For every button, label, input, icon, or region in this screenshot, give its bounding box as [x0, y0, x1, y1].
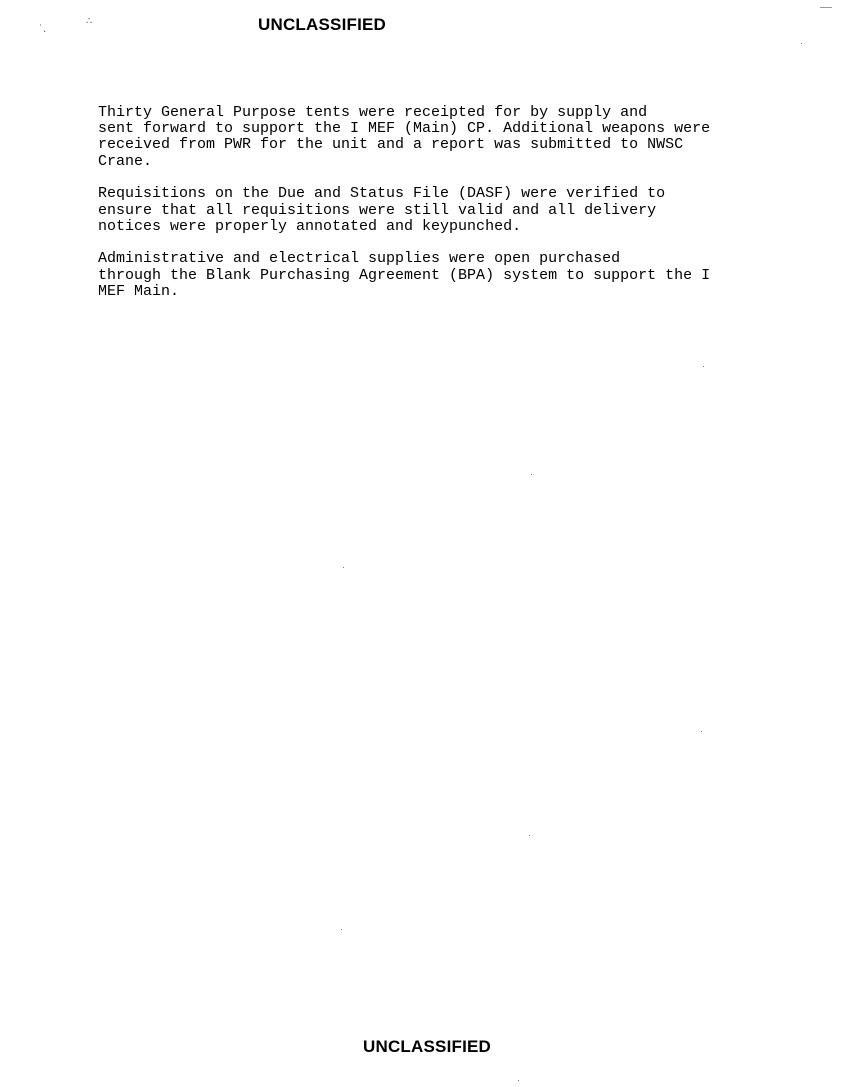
- paragraph-supplies: Administrative and electrical supplies were open purchased through the Blank Purchasing Agreement (BPA) system to support the I MEF Main.: [98, 250, 711, 300]
- classification-header: UNCLASSIFIED: [258, 15, 387, 34]
- classification-footer: UNCLASSIFIED: [363, 1037, 492, 1056]
- scan-speck: [518, 1080, 519, 1081]
- scan-speck: [341, 929, 342, 930]
- scan-speck: [529, 835, 530, 836]
- scan-speck: [343, 567, 344, 568]
- scan-artifact-mark: ˙.: [38, 24, 47, 35]
- document-body: [98, 105, 798, 317]
- scan-speck: [801, 43, 802, 44]
- scan-speck: [531, 474, 532, 475]
- scan-speck: [703, 366, 704, 367]
- scan-artifact-rule: [820, 7, 832, 8]
- scan-artifact-mark: ∴: [86, 16, 93, 27]
- paragraph-tents: Thirty General Purpose tents were receipted for by supply and sent forward to support the I MEF (Main) CP. Additional weapons were received from PWR for the unit and a report was submitted to NWSC Crane.: [98, 104, 711, 170]
- scan-speck: [701, 731, 702, 732]
- paragraph-requisitions: Requisitions on the Due and Status File (DASF) were verified to ensure that all requisitions were still valid and all delivery notices were properly annotated and keypunched.: [98, 185, 666, 235]
